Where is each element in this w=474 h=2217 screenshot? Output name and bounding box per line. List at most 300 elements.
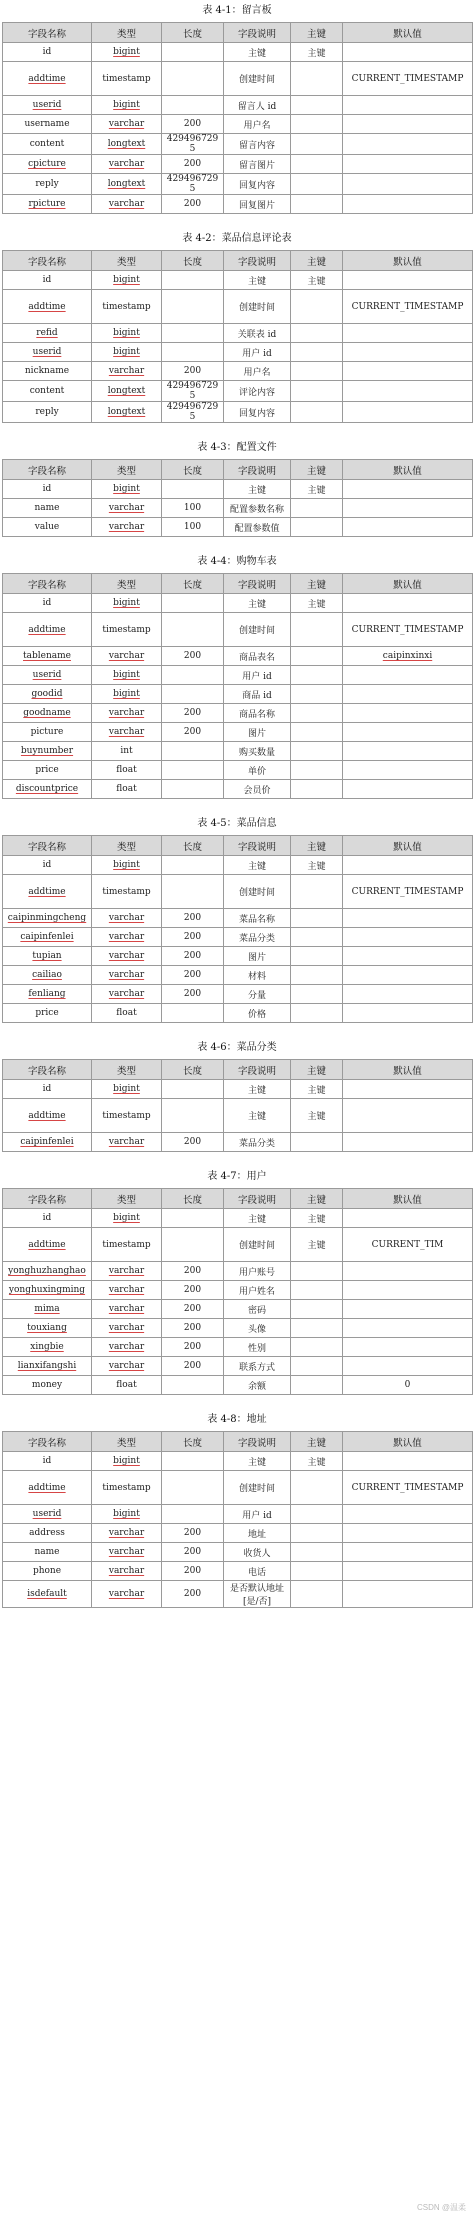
default-cell — [343, 402, 473, 423]
cell-text: price — [35, 1008, 59, 1018]
default-cell — [343, 362, 473, 381]
type-cell — [92, 1376, 162, 1395]
cell-text: varchar — [108, 199, 145, 209]
field-name-cell — [3, 685, 92, 704]
cell-text: addtime — [28, 1239, 66, 1250]
length-cell — [162, 1338, 224, 1357]
type-cell — [92, 856, 162, 875]
length-cell — [162, 1562, 224, 1581]
description-cell — [224, 1338, 291, 1357]
field-name-cell — [3, 174, 92, 195]
column-header: 字段说明 — [224, 836, 291, 856]
cell-text: varchar — [108, 1137, 145, 1147]
length-cell — [162, 1281, 224, 1300]
cell-text: 200 — [183, 708, 202, 718]
length-cell — [162, 1209, 224, 1228]
cell-text: name — [34, 503, 60, 513]
length-cell — [162, 174, 224, 195]
primary-key-cell — [291, 966, 343, 985]
column-header: 字段名称 — [3, 23, 92, 43]
cell-text: 回复图片 — [238, 200, 275, 211]
description-cell — [224, 1471, 291, 1505]
description-cell — [224, 381, 291, 402]
length-cell — [162, 195, 224, 214]
cell-text: 菜品分类 — [238, 1138, 275, 1149]
field-name-cell — [3, 362, 92, 381]
type-cell — [92, 647, 162, 666]
primary-key-cell — [291, 1562, 343, 1581]
table-gap — [2, 537, 472, 551]
cell-text: 主键 — [247, 1112, 266, 1122]
primary-key-cell — [291, 909, 343, 928]
cell-text: discountprice — [15, 784, 79, 794]
length-cell — [162, 1543, 224, 1562]
table-row — [3, 290, 473, 324]
length-cell — [162, 1524, 224, 1543]
cell-text: varchar — [108, 1547, 145, 1557]
field-name-cell — [3, 1543, 92, 1562]
column-header: 默认值 — [343, 23, 473, 43]
cell-text: 关联表 id — [237, 329, 277, 340]
table-row — [3, 704, 473, 723]
table-row — [3, 1004, 473, 1023]
cell-text: mima — [34, 1304, 60, 1314]
type-cell — [92, 499, 162, 518]
table-gap — [2, 214, 472, 228]
description-cell — [224, 1581, 291, 1608]
primary-key-cell — [291, 1376, 343, 1395]
primary-key-cell — [291, 1452, 343, 1471]
column-header: 字段说明 — [224, 1189, 291, 1209]
description-cell — [224, 43, 291, 62]
default-cell — [343, 1357, 473, 1376]
cell-text: 评论内容 — [238, 387, 275, 398]
description-cell — [224, 1281, 291, 1300]
cell-text: 200 — [183, 989, 202, 999]
table-row — [3, 343, 473, 362]
type-cell — [92, 62, 162, 96]
column-header: 字段名称 — [3, 460, 92, 480]
default-cell — [343, 666, 473, 685]
length-cell — [162, 875, 224, 909]
description-cell — [224, 271, 291, 290]
field-name-cell — [3, 723, 92, 742]
cell-text: 200 — [183, 1342, 202, 1352]
cell-text: 主键 — [307, 485, 326, 496]
cell-text: 200 — [183, 1266, 202, 1276]
cell-text: varchar — [108, 970, 145, 980]
description-cell — [224, 1209, 291, 1228]
cell-text: picture — [30, 727, 64, 737]
cell-text: 购买数量 — [238, 747, 275, 758]
default-cell — [343, 947, 473, 966]
column-header: 默认值 — [343, 460, 473, 480]
default-cell — [343, 761, 473, 780]
column-header: 字段名称 — [3, 1060, 92, 1080]
description-cell — [224, 1099, 291, 1133]
table-row — [3, 985, 473, 1004]
schema-table — [2, 22, 473, 214]
primary-key-cell — [291, 594, 343, 613]
table-row — [3, 780, 473, 799]
cell-text: 材料 — [247, 971, 266, 982]
cell-text: 创建时间 — [238, 1484, 275, 1494]
column-header: 默认值 — [343, 574, 473, 594]
table-row — [3, 947, 473, 966]
primary-key-cell — [291, 1099, 343, 1133]
cell-text: varchar — [108, 366, 145, 376]
cell-text: 联系方式 — [238, 1362, 275, 1373]
default-cell — [343, 704, 473, 723]
table-caption: 表 4-2：菜品信息评论表 — [182, 233, 292, 244]
length-cell — [162, 381, 224, 402]
cell-text: 回复内容 — [238, 180, 275, 191]
type-cell — [92, 666, 162, 685]
length-cell — [162, 518, 224, 537]
default-cell — [343, 324, 473, 343]
column-header: 字段说明 — [224, 23, 291, 43]
cell-text: varchar — [108, 1528, 145, 1538]
cell-text: varchar — [108, 159, 145, 169]
cell-text: bigint — [113, 484, 140, 494]
default-cell — [343, 499, 473, 518]
primary-key-cell — [291, 381, 343, 402]
field-name-cell — [3, 1300, 92, 1319]
cell-text: 4294967295 — [166, 174, 219, 194]
default-cell — [343, 290, 473, 324]
type-cell — [92, 343, 162, 362]
default-cell — [343, 1004, 473, 1023]
field-name-cell — [3, 1452, 92, 1471]
cell-text: 4294967295 — [166, 402, 219, 422]
length-cell — [162, 1452, 224, 1471]
schema-table — [2, 1188, 473, 1395]
length-cell — [162, 594, 224, 613]
description-cell — [224, 195, 291, 214]
description-cell — [224, 290, 291, 324]
description-cell — [224, 947, 291, 966]
cell-text: userid — [32, 670, 62, 680]
column-header: 类型 — [92, 836, 162, 856]
column-header: 默认值 — [343, 836, 473, 856]
cell-text: 主键 — [307, 1241, 326, 1251]
description-cell — [224, 985, 291, 1004]
table-caption: 表 4-6：菜品分类 — [197, 1042, 277, 1053]
description-cell — [224, 761, 291, 780]
cell-text: 用户名 — [243, 367, 271, 378]
description-cell — [224, 324, 291, 343]
cell-text: 200 — [183, 1137, 202, 1147]
cell-text: addtime — [28, 73, 66, 84]
length-cell — [162, 1099, 224, 1133]
table-row — [3, 1209, 473, 1228]
field-name-cell — [3, 928, 92, 947]
table-row — [3, 666, 473, 685]
cell-text: 密码 — [247, 1305, 266, 1316]
field-name-cell — [3, 875, 92, 909]
primary-key-cell — [291, 134, 343, 155]
cell-text: varchar — [108, 951, 145, 961]
cell-text: content — [29, 139, 65, 149]
table-gap — [2, 799, 472, 813]
cell-text: 商品 id — [242, 690, 272, 701]
field-name-cell — [3, 43, 92, 62]
description-cell — [224, 343, 291, 362]
primary-key-cell — [291, 518, 343, 537]
cell-text: id — [42, 1084, 52, 1094]
column-header: 字段名称 — [3, 1189, 92, 1209]
primary-key-cell — [291, 115, 343, 134]
watermark: CSDN @温柔 — [416, 2203, 466, 2212]
primary-key-cell — [291, 1471, 343, 1505]
column-header: 长度 — [162, 1432, 224, 1452]
primary-key-cell — [291, 985, 343, 1004]
cell-text: bigint — [113, 860, 140, 870]
length-cell — [162, 647, 224, 666]
table-gap — [2, 423, 472, 437]
table-header-row — [3, 460, 473, 480]
table-row — [3, 115, 473, 134]
length-cell — [162, 613, 224, 647]
field-name-cell — [3, 1080, 92, 1099]
cell-text: varchar — [108, 503, 145, 513]
description-cell — [224, 685, 291, 704]
cell-text: 200 — [183, 366, 202, 376]
table-row — [3, 381, 473, 402]
table-row — [3, 613, 473, 647]
field-name-cell — [3, 1228, 92, 1262]
default-cell — [343, 875, 473, 909]
schema-table — [2, 573, 473, 799]
cell-text: varchar — [108, 651, 145, 661]
table-header-row — [3, 23, 473, 43]
type-cell — [92, 271, 162, 290]
primary-key-cell — [291, 499, 343, 518]
table-row — [3, 1133, 473, 1152]
type-cell — [92, 1281, 162, 1300]
type-cell — [92, 742, 162, 761]
column-header: 长度 — [162, 23, 224, 43]
table-row — [3, 1581, 473, 1608]
cell-text: 菜品名称 — [238, 914, 275, 925]
table-row — [3, 1376, 473, 1395]
default-cell — [343, 1471, 473, 1505]
type-cell — [92, 115, 162, 134]
description-cell — [224, 480, 291, 499]
cell-text: int — [120, 746, 133, 756]
primary-key-cell — [291, 1581, 343, 1608]
description-cell — [224, 723, 291, 742]
default-cell — [343, 155, 473, 174]
description-cell — [224, 613, 291, 647]
cell-text: longtext — [107, 139, 146, 149]
length-cell — [162, 780, 224, 799]
table-row — [3, 1543, 473, 1562]
cell-text: 4294967295 — [166, 134, 219, 154]
cell-text: bigint — [113, 1084, 140, 1094]
column-header: 主键 — [291, 1060, 343, 1080]
table-row — [3, 723, 473, 742]
cell-text: 200 — [183, 913, 202, 923]
column-header: 长度 — [162, 1189, 224, 1209]
description-cell — [224, 666, 291, 685]
cell-text: 会员价 — [243, 785, 271, 796]
cell-text: name — [34, 1547, 60, 1557]
length-cell — [162, 723, 224, 742]
cell-text: 主键 — [307, 1214, 326, 1225]
cell-text: bigint — [113, 1456, 140, 1466]
length-cell — [162, 742, 224, 761]
cell-text: varchar — [108, 1566, 145, 1576]
table-gap — [2, 1023, 472, 1037]
type-cell — [92, 685, 162, 704]
column-header: 类型 — [92, 251, 162, 271]
field-name-cell — [3, 1262, 92, 1281]
description-cell — [224, 909, 291, 928]
cell-text: 200 — [183, 727, 202, 737]
cell-text: 单价 — [247, 766, 266, 777]
cell-text: 性别 — [247, 1343, 266, 1354]
field-name-cell — [3, 780, 92, 799]
default-cell — [343, 856, 473, 875]
type-cell — [92, 134, 162, 155]
cell-text: id — [42, 598, 52, 608]
cell-text: content — [29, 386, 65, 396]
cell-text: phone — [32, 1566, 62, 1576]
default-cell — [343, 1281, 473, 1300]
table-row — [3, 856, 473, 875]
default-cell — [343, 1562, 473, 1581]
cell-text: 用户姓名 — [238, 1286, 275, 1297]
default-cell — [343, 780, 473, 799]
cell-text: id — [42, 47, 52, 57]
length-cell — [162, 1004, 224, 1023]
length-cell — [162, 966, 224, 985]
description-cell — [224, 62, 291, 96]
default-cell — [343, 1543, 473, 1562]
primary-key-cell — [291, 1338, 343, 1357]
field-name-cell — [3, 1004, 92, 1023]
cell-text: goodname — [23, 708, 71, 718]
default-cell — [343, 685, 473, 704]
default-cell — [343, 613, 473, 647]
cell-text: 用户 id — [242, 671, 272, 682]
schema-table — [2, 459, 473, 537]
type-cell — [92, 594, 162, 613]
length-cell — [162, 343, 224, 362]
type-cell — [92, 704, 162, 723]
cell-text: userid — [32, 100, 62, 110]
length-cell — [162, 499, 224, 518]
table-row — [3, 966, 473, 985]
primary-key-cell — [291, 666, 343, 685]
cell-text: 主键 — [247, 599, 266, 610]
length-cell — [162, 96, 224, 115]
column-header: 默认值 — [343, 1432, 473, 1452]
table-row — [3, 1524, 473, 1543]
default-cell — [343, 62, 473, 96]
column-header: 主键 — [291, 836, 343, 856]
field-name-cell — [3, 480, 92, 499]
cell-text: value — [34, 522, 60, 532]
cell-text: 余额 — [247, 1381, 266, 1392]
table-row — [3, 499, 473, 518]
description-cell — [224, 1505, 291, 1524]
cell-text: 留言人 id — [237, 101, 277, 112]
cell-text: addtime — [28, 886, 66, 897]
description-cell — [224, 96, 291, 115]
primary-key-cell — [291, 947, 343, 966]
field-name-cell — [3, 195, 92, 214]
cell-text: float — [116, 765, 137, 775]
cell-text: 留言内容 — [238, 140, 275, 151]
type-cell — [92, 1319, 162, 1338]
table-caption: 表 4-3：配置文件 — [197, 442, 277, 453]
column-header: 字段说明 — [224, 1060, 291, 1080]
cell-text: lianxifangshi — [17, 1361, 77, 1371]
length-cell — [162, 1376, 224, 1395]
table-row — [3, 909, 473, 928]
cell-text: longtext — [107, 407, 146, 417]
description-cell — [224, 1004, 291, 1023]
cell-text: timestamp — [102, 1110, 151, 1121]
cell-text: 200 — [183, 1566, 202, 1576]
type-cell — [92, 1099, 162, 1133]
cell-text: 主键 — [247, 1085, 266, 1096]
default-cell — [343, 966, 473, 985]
cell-text: yonghuzhanghao — [8, 1266, 86, 1276]
type-cell — [92, 1524, 162, 1543]
default-cell — [343, 96, 473, 115]
field-name-cell — [3, 947, 92, 966]
default-cell — [343, 1133, 473, 1152]
length-cell — [162, 685, 224, 704]
column-header: 类型 — [92, 23, 162, 43]
field-name-cell — [3, 271, 92, 290]
cell-text: 分量 — [247, 990, 266, 1001]
description-cell — [224, 518, 291, 537]
column-header: 主键 — [291, 251, 343, 271]
column-header: 默认值 — [343, 1060, 473, 1080]
description-cell — [224, 1319, 291, 1338]
length-cell — [162, 909, 224, 928]
cell-text: float — [116, 784, 137, 794]
cell-text: cailiao — [32, 970, 62, 980]
column-header: 字段说明 — [224, 1432, 291, 1452]
description-cell — [224, 1300, 291, 1319]
default-cell — [343, 1319, 473, 1338]
cell-text: varchar — [108, 1304, 145, 1314]
column-header: 默认值 — [343, 251, 473, 271]
cell-text: price — [35, 765, 59, 775]
table-header-row — [3, 1189, 473, 1209]
table-row — [3, 1228, 473, 1262]
cell-text: 200 — [183, 1589, 202, 1599]
type-cell — [92, 947, 162, 966]
type-cell — [92, 909, 162, 928]
length-cell — [162, 1262, 224, 1281]
primary-key-cell — [291, 1505, 343, 1524]
description-cell — [224, 1357, 291, 1376]
field-name-cell — [3, 1319, 92, 1338]
cell-text: 200 — [183, 1528, 202, 1538]
cell-text: varchar — [108, 1266, 145, 1276]
description-cell — [224, 1228, 291, 1262]
default-cell — [343, 115, 473, 134]
default-cell — [343, 1262, 473, 1281]
type-cell — [92, 966, 162, 985]
table-header-row — [3, 1060, 473, 1080]
